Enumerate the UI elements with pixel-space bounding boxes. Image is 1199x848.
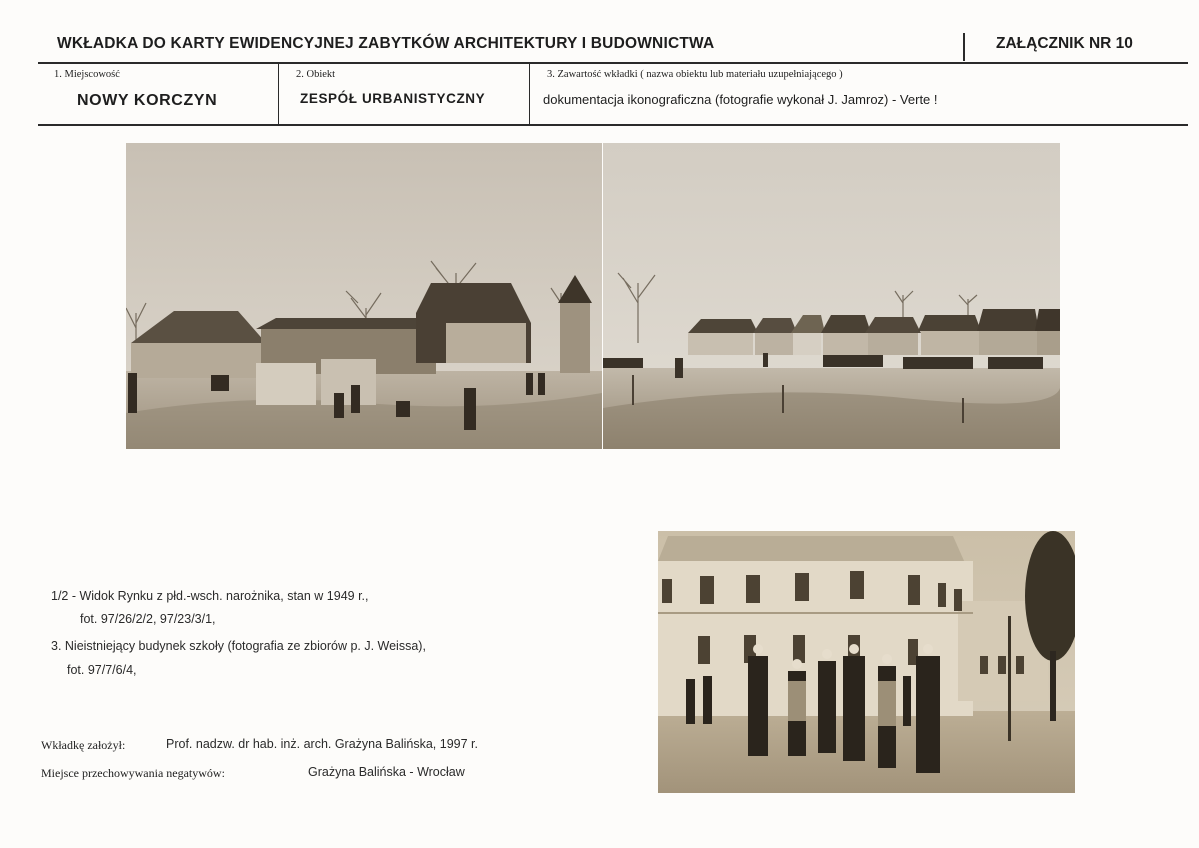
- place-label: 1. Miejscowość: [54, 69, 120, 80]
- market-square-photo-left: [126, 143, 602, 449]
- header-rule: [38, 62, 1188, 64]
- place-value: NOWY KORCZYN: [77, 92, 218, 109]
- contents-value: dokumentacja ikonograficzna (fotografie wykonał J. Jamroz) - Verte !: [543, 92, 938, 107]
- caption-photo-3-refs: fot. 97/7/6/4,: [67, 663, 137, 677]
- field-divider-2: [529, 63, 530, 125]
- field-divider-1: [278, 63, 279, 125]
- market-square-photo-right: [603, 143, 1060, 449]
- object-label: 2. Obiekt: [296, 69, 336, 80]
- fields-rule: [38, 124, 1188, 126]
- founder-label: Wkładkę założył:: [41, 738, 126, 752]
- school-building-photo: [658, 531, 1075, 793]
- annex-number: ZAŁĄCZNIK NR 10: [996, 35, 1133, 52]
- header-divider: [963, 33, 965, 61]
- caption-photo-3: 3. Nieistniejący budynek szkoły (fotografia ze zbiorów p. J. Weissa),: [51, 639, 426, 653]
- object-value: ZESPÓŁ URBANISTYCZNY: [300, 91, 486, 106]
- contents-label: 3. Zawartość wkładki ( nazwa obiektu lub materiału uzupełniającego ): [547, 69, 843, 80]
- caption-photos-1-2-refs: fot. 97/26/2/2, 97/23/3/1,: [80, 612, 216, 626]
- negatives-storage-label: Miejsce przechowywania negatywów:: [41, 766, 225, 780]
- caption-photos-1-2: 1/2 - Widok Rynku z płd.-wsch. narożnika, stan w 1949 r.,: [51, 589, 369, 603]
- form-title: WKŁADKA DO KARTY EWIDENCYJNEJ ZABYTKÓW ARCHITEKTURY I BUDOWNICTWA: [57, 35, 715, 52]
- founder-value: Prof. nadzw. dr hab. inż. arch. Grażyna Balińska, 1997 r.: [166, 737, 478, 751]
- negatives-storage-value: Grażyna Balińska - Wrocław: [308, 765, 465, 779]
